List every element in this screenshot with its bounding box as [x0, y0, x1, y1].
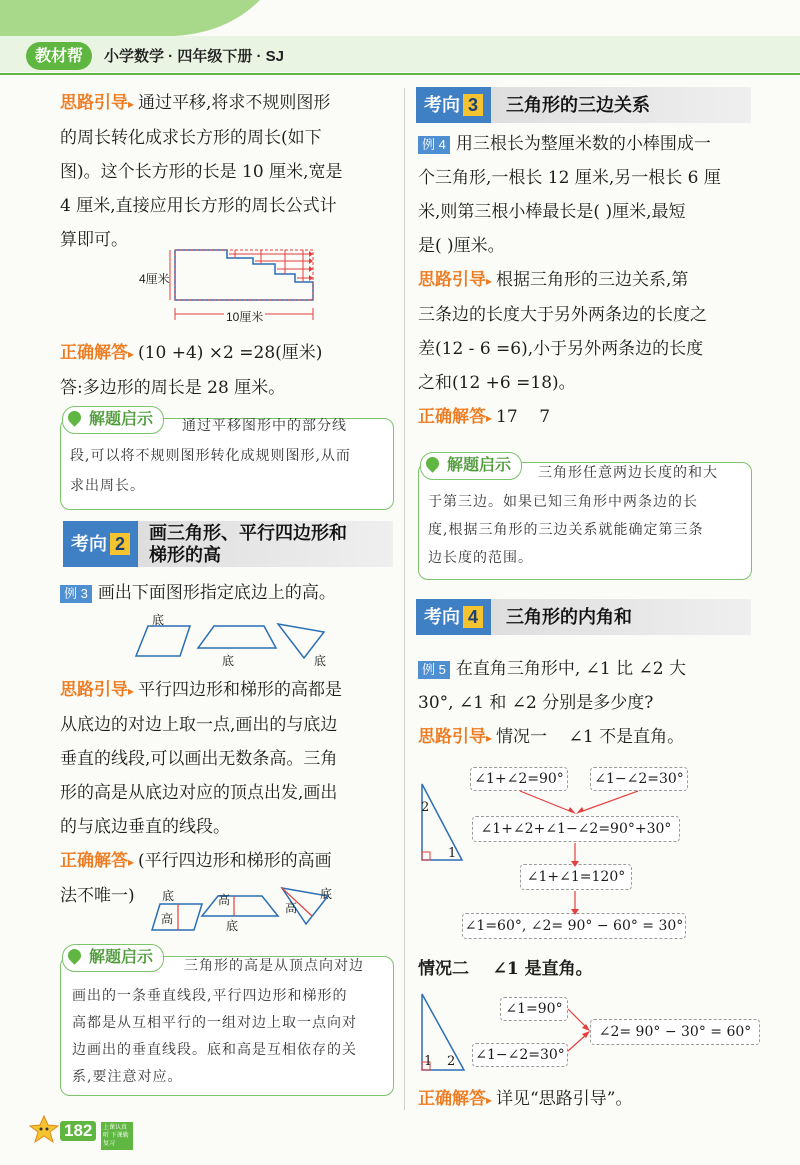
tip1-badge-label: 解题启示: [89, 411, 154, 428]
tip1-line: 求出周长。: [70, 478, 145, 494]
hint3-block: [60, 673, 395, 913]
hint4-line: 三条边的长度大于另外两条边的长度之: [418, 305, 707, 325]
base-label: 底: [152, 613, 165, 627]
height-mark: 高: [218, 893, 231, 907]
hint4-tag: 思路引导: [418, 270, 486, 289]
height-mark: 高: [285, 901, 298, 915]
angle-label: 1: [424, 1054, 433, 1069]
tip3-line: 画出的一条垂直线段,平行四边形和梯形的: [72, 988, 348, 1004]
example3-text: 画出下面图形指定底边上的高。: [97, 583, 336, 603]
header-banner: [0, 0, 800, 78]
base-label: 底: [226, 919, 239, 933]
flow-box: ∠1−∠2=30°: [590, 767, 688, 791]
arrow-icon: ▸: [486, 274, 493, 288]
kx4-title: 三角形的内角和: [506, 607, 632, 627]
hint1-block: [60, 86, 395, 257]
arrow-icon: ▸: [486, 1093, 493, 1107]
example5-tag: 例 5: [418, 661, 450, 679]
arrow-icon: ▸: [128, 684, 135, 698]
hint3-line: 平行四边形和梯形的高都是: [138, 680, 343, 700]
width-label: 10厘米: [226, 310, 264, 324]
mascot-icon: [28, 1114, 60, 1144]
hint1-line: 通过平移,将求不规则图形: [138, 93, 331, 113]
tip3-badge: [62, 944, 164, 972]
hint1-tag: 思路引导: [60, 93, 128, 112]
tip3-badge-label: 解题启示: [89, 949, 154, 966]
tip4-badge: [420, 452, 522, 480]
case2: [418, 952, 758, 986]
example4-line: 用三根长为整厘米数的小棒围成一: [455, 134, 711, 154]
kx3-label: 考向 3: [416, 87, 491, 123]
kx2-header: [63, 521, 393, 567]
example4: [418, 127, 758, 435]
answer4-value: 17 7: [496, 407, 551, 427]
arrow-icon: ▸: [486, 411, 493, 425]
tip3-line: 边画出的垂直线段。底和高是互相依存的关: [72, 1042, 357, 1058]
kx4-header: [416, 599, 751, 635]
tip1-line: 段,可以将不规则图形转化成规则图形,从而: [70, 448, 351, 464]
flow-box: ∠1+∠1=120°: [520, 864, 632, 890]
base-label: 底: [162, 889, 175, 903]
arrow-icon: ▸: [486, 731, 493, 745]
angle-label: 2: [447, 1054, 456, 1069]
example4-line: 个三角形,一根长 12 厘米,另一根长 6 厘: [418, 168, 721, 188]
answer5: [418, 1082, 758, 1117]
flow-box: ∠1=90°: [500, 997, 568, 1021]
answer1-final: 答:多边形的周长是 28 厘米。: [60, 378, 286, 398]
tip3-line: 三角形的高是从顶点向对边: [184, 958, 364, 974]
answer3-line: (平行四边形和梯形的高画: [138, 851, 332, 871]
height-label: 4厘米: [139, 272, 170, 286]
flow-arrows-2: [566, 1005, 596, 1055]
flow-arrows-1: [460, 785, 700, 915]
hint1-line: 图)。这个长方形的长是 10 厘米,宽是: [60, 162, 343, 182]
hint3-line: 形的高是从底边对应的顶点出发,画出: [60, 783, 338, 803]
flow-box: ∠1+∠2=90°: [470, 767, 568, 791]
location-pin-icon: [65, 946, 83, 964]
tip1-badge: [62, 406, 164, 434]
example3-tag: 例 3: [60, 585, 92, 603]
hint5-tag: 思路引导: [418, 727, 486, 746]
angle-label: 1: [448, 846, 457, 861]
kx4-label: 考向 4: [416, 599, 491, 635]
tip4-badge-label: 解题启示: [447, 457, 512, 474]
hint4-line: 根据三角形的三边关系,第: [496, 270, 689, 290]
flow-box: ∠2= 90° − 30° = 60°: [590, 1019, 760, 1045]
arrow-icon: ▸: [128, 855, 135, 869]
example4-line: 是( )厘米。: [418, 236, 505, 256]
base-label: 底: [222, 654, 235, 668]
example5: [418, 652, 758, 755]
base-label: 底: [314, 654, 327, 668]
case2-text: 情况二 ∠1 是直角。: [418, 959, 593, 979]
column-divider: [404, 88, 405, 1110]
hint1-line: 算即可。: [60, 230, 128, 250]
hint1-line: 的周长转化成求长方形的周长(如下: [60, 128, 322, 148]
tip4-line: 度,根据三角形的三边关系就能确定第三条: [428, 522, 704, 538]
answer5-tag: 正确解答: [418, 1089, 486, 1108]
example3: [60, 576, 395, 610]
example4-line: 米,则第三根小棒最长是( )厘米,最短: [418, 202, 686, 222]
arrow-icon: ▸: [128, 347, 135, 361]
kx2-title: 画三角形、平行四边形和 梯形的高: [149, 523, 347, 565]
tip3-line: 高都是从互相平行的一组对边上取一点向对: [72, 1015, 357, 1031]
page-number: 182: [60, 1121, 96, 1141]
answer1-block: [60, 336, 395, 405]
hint3-line: 的与底边垂直的线段。: [60, 817, 230, 837]
kx3-header: [416, 87, 751, 123]
example5-line: 在直角三角形中, ∠1 比 ∠2 大: [455, 659, 686, 679]
height-mark: 高: [161, 912, 174, 926]
arrow-icon: ▸: [128, 97, 135, 111]
tip3-line: 系,要注意对应。: [72, 1069, 183, 1085]
answer3-tag: 正确解答: [60, 851, 128, 870]
location-pin-icon: [65, 408, 83, 426]
answer5-text: 详见“思路引导”。: [496, 1089, 633, 1109]
example5-line: 30°, ∠1 和 ∠2 分别是多少度?: [418, 693, 654, 713]
tip1-line: 通过平移图形中的部分线: [182, 418, 347, 434]
hint4-line: 差(12 - 6 =6),小于另外两条边的长度: [418, 339, 704, 359]
example4-tag: 例 4: [418, 136, 450, 154]
hint3-line: 垂直的线段,可以画出无数条高。三角: [60, 749, 338, 769]
answer4-tag: 正确解答: [418, 407, 486, 426]
base-label: 底: [320, 887, 333, 901]
location-pin-icon: [423, 454, 441, 472]
hint4-line: 之和(12 +6 =18)。: [418, 373, 576, 393]
answer3-line: 法不唯一): [60, 886, 135, 906]
flow-box: ∠1=60°, ∠2= 90° − 60° = 30°: [462, 913, 686, 939]
hint3-line: 从底边的对边上取一点,画出的与底边: [60, 715, 338, 735]
tip4-line: 于第三边。如果已知三角形中两条边的长: [428, 494, 698, 510]
page-note: 上课认真听 下课勤复习: [101, 1122, 133, 1150]
brand-badge: 教材帮: [26, 42, 92, 70]
kx3-title: 三角形的三边关系: [506, 95, 650, 115]
flow-box: ∠1−∠2=30°: [472, 1043, 568, 1067]
flow-box: ∠1+∠2+∠1−∠2=90°+30°: [472, 816, 680, 842]
answer1-tag: 正确解答: [60, 343, 128, 362]
kx2-label: 考向 2: [63, 521, 138, 567]
tip4-line: 边长度的范围。: [428, 550, 533, 566]
case1-text: 情况一 ∠1 不是直角。: [496, 727, 685, 747]
hint3-tag: 思路引导: [60, 680, 128, 699]
tip4-line: 三角形任意两边长度的和大: [538, 465, 718, 481]
angle-label: 2: [421, 800, 430, 815]
hint1-line: 4 厘米,直接应用长方形的周长公式计: [60, 196, 337, 216]
series-title: 小学数学 · 四年级下册 · SJ: [104, 48, 285, 65]
answer1-expr: (10 +4) ×2 =28(厘米): [138, 343, 323, 363]
